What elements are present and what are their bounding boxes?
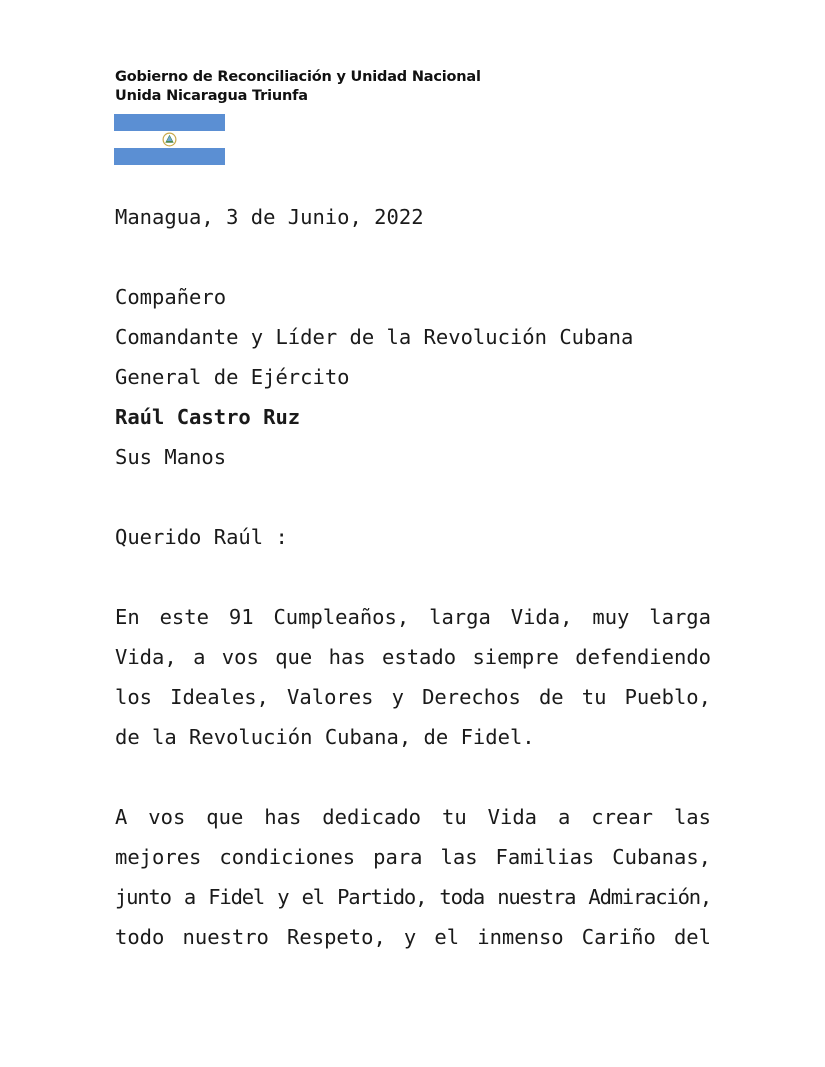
letterhead-government-name: Gobierno de Reconciliación y Unidad Nacional xyxy=(115,69,481,85)
paragraph-2-line-2: mejores condiciones para las Familias Cubanas, xyxy=(115,845,711,869)
letter-date xyxy=(115,197,711,237)
paragraph-1-line-3: los Ideales, Valores y Derechos de tu Pueblo, xyxy=(115,685,711,709)
date-line: Managua, 3 de Junio, 2022 xyxy=(115,205,424,229)
letterhead-slogan: Unida Nicaragua Triunfa xyxy=(115,88,308,104)
flag-top-band xyxy=(114,114,225,131)
recipient-block xyxy=(115,277,711,477)
recipient-title-2: General de Ejército xyxy=(115,365,350,389)
paragraph-1-line-1: En este 91 Cumpleaños, larga Vida, muy larga xyxy=(115,605,711,629)
recipient-salutation-title: Compañero xyxy=(115,285,227,309)
paragraph-1 xyxy=(115,597,711,757)
paragraph-2-line-3: junto a Fidel y el Partido, toda nuestra Admiración, xyxy=(115,885,711,909)
paragraph-1-line-4: de la Revolución Cubana, de Fidel. xyxy=(115,725,535,749)
paragraph-1-line-2: Vida, a vos que has estado siempre defendiendo xyxy=(115,645,711,669)
greeting-line: Querido Raúl : xyxy=(115,525,288,549)
paragraph-2 xyxy=(115,797,711,957)
paragraph-2-line-1: A vos que has dedicado tu Vida a crear las xyxy=(115,805,711,829)
nicaragua-flag-icon xyxy=(114,114,225,165)
recipient-title-1: Comandante y Líder de la Revolución Cubana xyxy=(115,325,634,349)
nicaragua-coat-of-arms-icon xyxy=(162,132,177,147)
letterhead xyxy=(115,68,481,106)
greeting xyxy=(115,517,711,557)
recipient-name: Raúl Castro Ruz xyxy=(115,405,301,429)
paragraph-2-line-4: todo nuestro Respeto, y el inmenso Cariño del xyxy=(115,925,711,949)
recipient-delivery: Sus Manos xyxy=(115,445,227,469)
flag-bottom-band xyxy=(114,148,225,165)
